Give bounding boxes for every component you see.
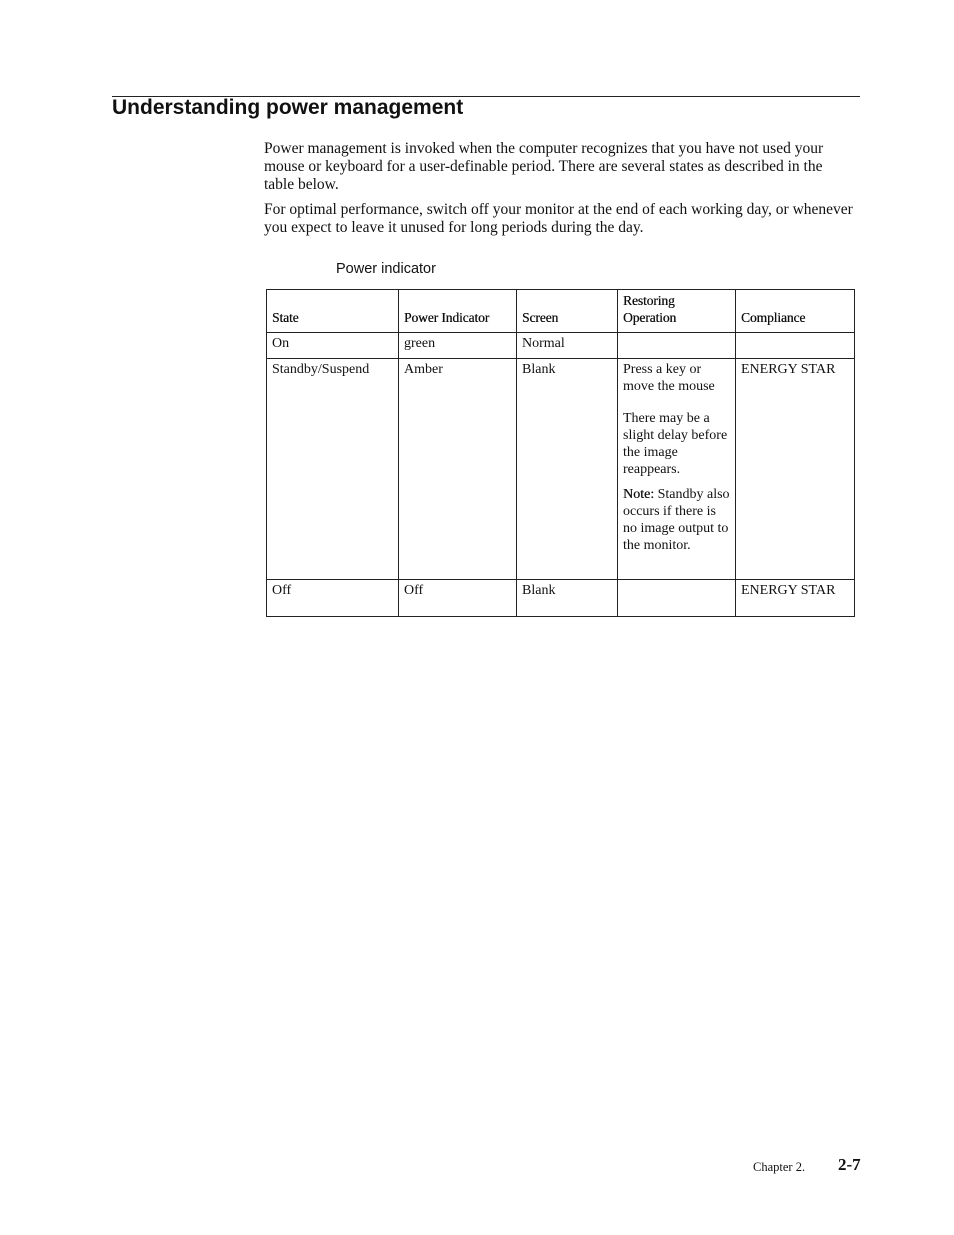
restoring-instruction: Press a key or move the mouse [623, 362, 715, 394]
footer-chapter-label: Chapter 2. [753, 1160, 806, 1174]
table-row [267, 580, 855, 617]
restoring-delay-text: There may be a slight delay before the image reappears. [623, 411, 728, 477]
cell-indicator: Amber [399, 359, 517, 580]
header-screen: Screen [517, 290, 618, 333]
header-restoring-operation: Restoring Operation [618, 290, 736, 333]
restoring-note [623, 486, 730, 554]
performance-paragraph: For optimal performance, switch off your monitor at the end of each working day, or whenever you expect to leave it unused for long periods during the day. [264, 201, 853, 236]
cell-state: On [267, 333, 399, 359]
header-compliance: Compliance [736, 290, 855, 333]
note-text: Standby also occurs if there is no image output to the monitor. [623, 487, 730, 553]
cell-state: Standby/Suspend [267, 359, 399, 580]
intro-paragraph: Power management is invoked when the computer recognizes that you have not used your mouse or keyboard for a user-definable period. There are several states as described in the table below. [264, 140, 824, 193]
table-row [267, 333, 855, 359]
footer-page-number: 2-7 [838, 1155, 861, 1174]
header-power-indicator: Power Indicator [399, 290, 517, 333]
cell-screen: Blank [517, 359, 618, 580]
cell-screen: Blank [517, 580, 618, 617]
header-state: State [267, 290, 399, 333]
section-title: Understanding power management [112, 96, 464, 119]
cell-compliance: ENERGY STAR [736, 359, 855, 580]
table-header-row [267, 290, 855, 333]
power-indicator-table [266, 289, 855, 617]
cell-indicator: green [399, 333, 517, 359]
table-row [267, 359, 855, 580]
cell-screen: Normal [517, 333, 618, 359]
cell-restoring [618, 359, 736, 580]
cell-compliance: ENERGY STAR [736, 580, 855, 617]
cell-compliance [736, 333, 855, 359]
cell-restoring [618, 333, 736, 359]
cell-indicator: Off [399, 580, 517, 617]
note-label: Note: [623, 487, 655, 502]
table-caption: Power indicator [336, 261, 436, 277]
cell-restoring [618, 580, 736, 617]
cell-state: Off [267, 580, 399, 617]
